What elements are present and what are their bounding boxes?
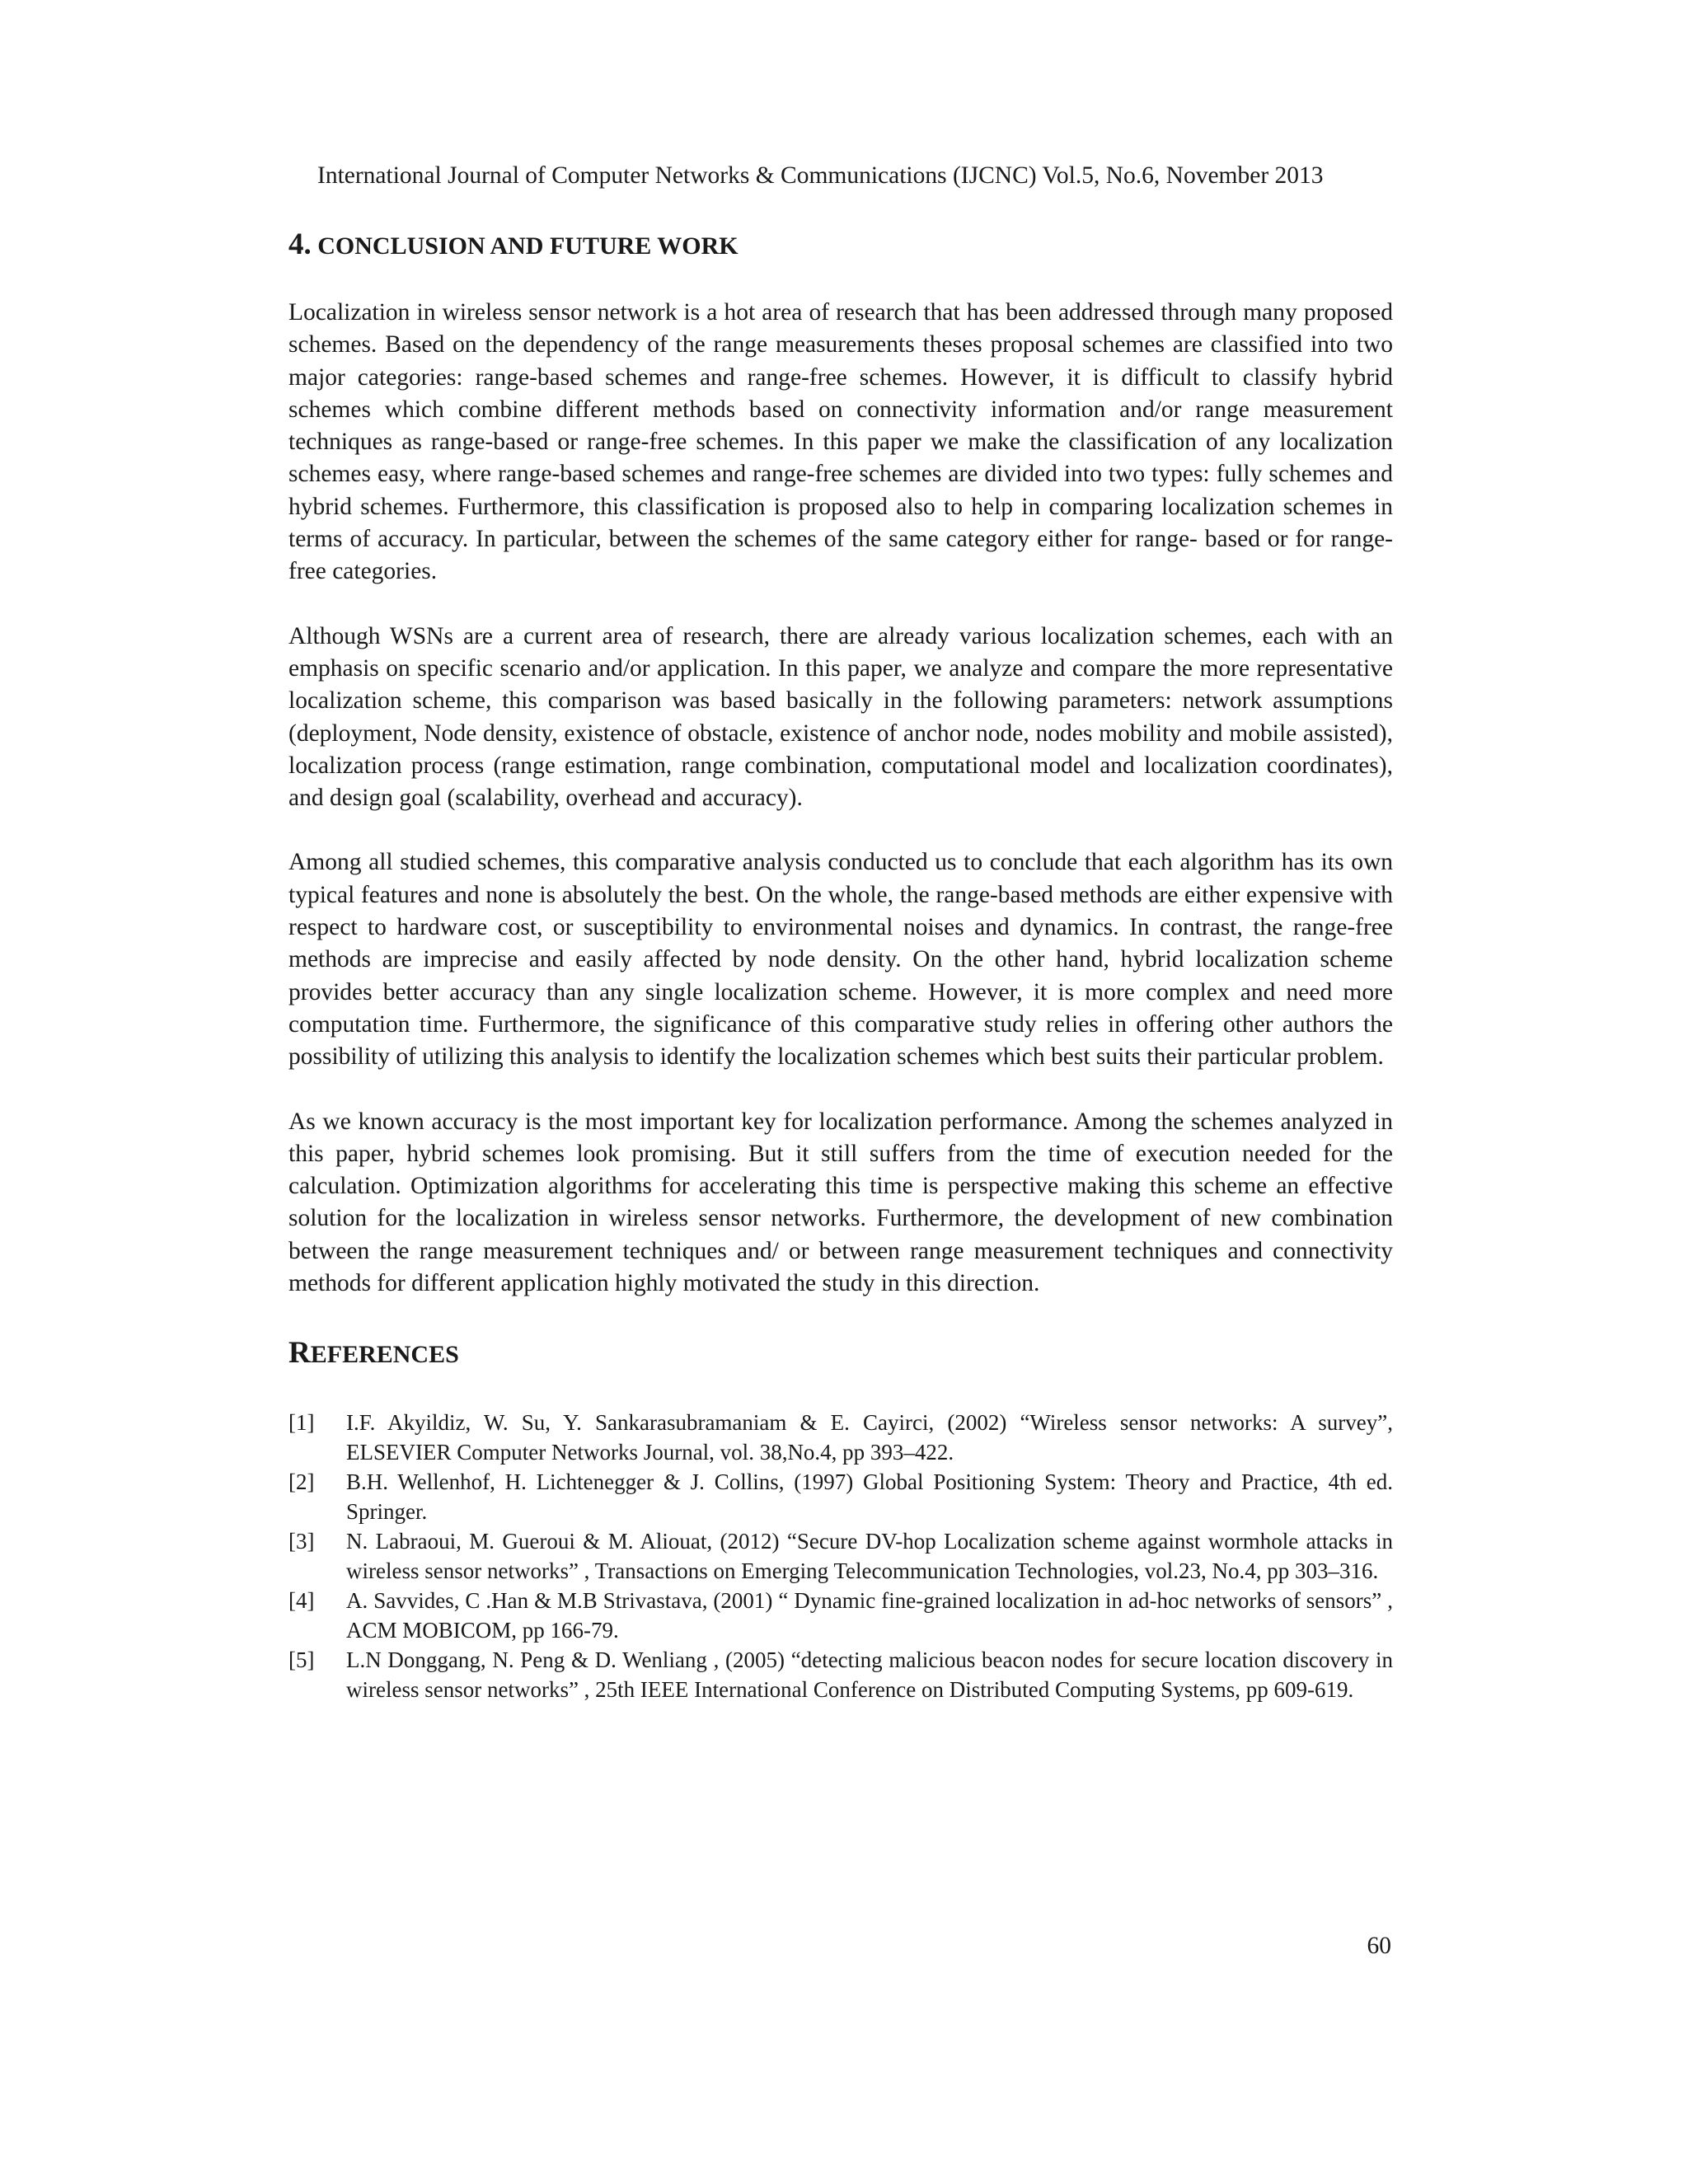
reference-number: [2] bbox=[288, 1469, 315, 1495]
reference-item bbox=[288, 1645, 1393, 1704]
references-heading bbox=[288, 1333, 1393, 1374]
reference-list bbox=[288, 1408, 1393, 1704]
reference-text: N. Labraoui, M. Gueroui & M. Aliouat, (2012) “Secure DV-hop Localization scheme against wormhole attacks in wireless sensor networks” , Transactions on Emerging Telecommunication Technologies, vol.23, No.4, pp 303–316. bbox=[346, 1529, 1393, 1584]
paragraph-1: Localization in wireless sensor network is a hot area of research that has been addressed through many proposed schemes. Based on the dependency of the range measurements theses proposal schemes are classified into two major categories: range-based schemes and range-free schemes. However, it is difficult to classify hybrid schemes which combine different methods based on connectivity information and/or range measurement techniques as range-based or range-free schemes. In this paper we make the classification of any localization schemes easy, where range-based schemes and range-free schemes are divided into two types: fully schemes and hybrid schemes. Furthermore, this classification is proposed also to help in comparing localization schemes in terms of accuracy. In particular, between the schemes of the same category either for range- based or for range- free categories. bbox=[288, 299, 1393, 585]
reference-text: A. Savvides, C .Han & M.B Strivastava, (2001) “ Dynamic fine-grained localization in ad-hoc networks of sensors” , ACM MOBICOM, pp 166-79. bbox=[346, 1588, 1393, 1643]
reference-text: L.N Donggang, N. Peng & D. Wenliang , (2005) “detecting malicious beacon nodes for secure location discovery in wireless sensor networks” , 25th IEEE International Conference on Distributed Computing Systems, pp 609-619. bbox=[346, 1647, 1393, 1703]
section-number: 4. bbox=[288, 227, 312, 261]
reference-item bbox=[288, 1467, 1393, 1526]
reference-item bbox=[288, 1586, 1393, 1645]
paragraph-4: As we known accuracy is the most important key for localization performance. Among the schemes analyzed in this paper, hybrid schemes look promising. But it still suffers from the time of execution needed for the calculation. Optimization algorithms for accelerating this time is perspective making this scheme an effective solution for the localization in wireless sensor networks. Furthermore, the development of new combination between the range measurement techniques and/ or between range measurement techniques and connectivity methods for different application highly motivated the study in this direction. bbox=[288, 1108, 1393, 1297]
references-heading-rest: EFERENCES bbox=[310, 1341, 459, 1369]
reference-text: B.H. Wellenhof, H. Lichtenegger & J. Collins, (1997) Global Positioning System: Theory and Practice, 4th ed. Springer. bbox=[346, 1469, 1393, 1525]
paragraph-3: Among all studied schemes, this comparative analysis conducted us to conclude that each algorithm has its own typical features and none is absolutely the best. On the whole, the range-based methods are either expensive with respect to hardware cost, or susceptibility to environmental noises and dynamics. In contrast, the range-free methods are imprecise and easily affected by node density. On the other hand, hybrid localization scheme provides better accuracy than any single localization scheme. However, it is more complex and need more computation time. Furthermore, the significance of this comparative study relies in offering other authors the possibility of utilizing this analysis to identify the localization schemes which best suits their particular problem. bbox=[288, 849, 1393, 1071]
reference-item bbox=[288, 1408, 1393, 1467]
references-heading-initial: R bbox=[288, 1336, 311, 1371]
reference-number: [5] bbox=[288, 1647, 315, 1673]
reference-number: [4] bbox=[288, 1588, 315, 1614]
page-body bbox=[288, 226, 1393, 1704]
running-header: International Journal of Computer Networks & Communications (IJCNC) Vol.5, No.6, November 2013 bbox=[317, 162, 1324, 189]
section-heading bbox=[288, 226, 1393, 264]
reference-number: [1] bbox=[288, 1410, 315, 1436]
paragraph-2: Although WSNs are a current area of research, there are already various localization schemes, each with an emphasis on specific scenario and/or application. In this paper, we analyze and compare the more representative localization scheme, this comparison was based basically in the following parameters: network assumptions (deployment, Node density, existence of obstacle, existence of anchor node, nodes mobility and mobile assisted), localization process (range estimation, range combination, computational model and localization coordinates), and design goal (scalability, overhead and accuracy). bbox=[288, 622, 1393, 812]
reference-number: [3] bbox=[288, 1529, 315, 1554]
reference-item bbox=[288, 1526, 1393, 1586]
page-number: 60 bbox=[1367, 1933, 1391, 1959]
reference-text: I.F. Akyildiz, W. Su, Y. Sankarasubramaniam & E. Cayirci, (2002) “Wireless sensor networks: A survey”, ELSEVIER Computer Networks Journal, vol. 38,No.4, pp 393–422. bbox=[346, 1410, 1393, 1465]
section-title: CONCLUSION AND FUTURE WORK bbox=[317, 232, 738, 260]
